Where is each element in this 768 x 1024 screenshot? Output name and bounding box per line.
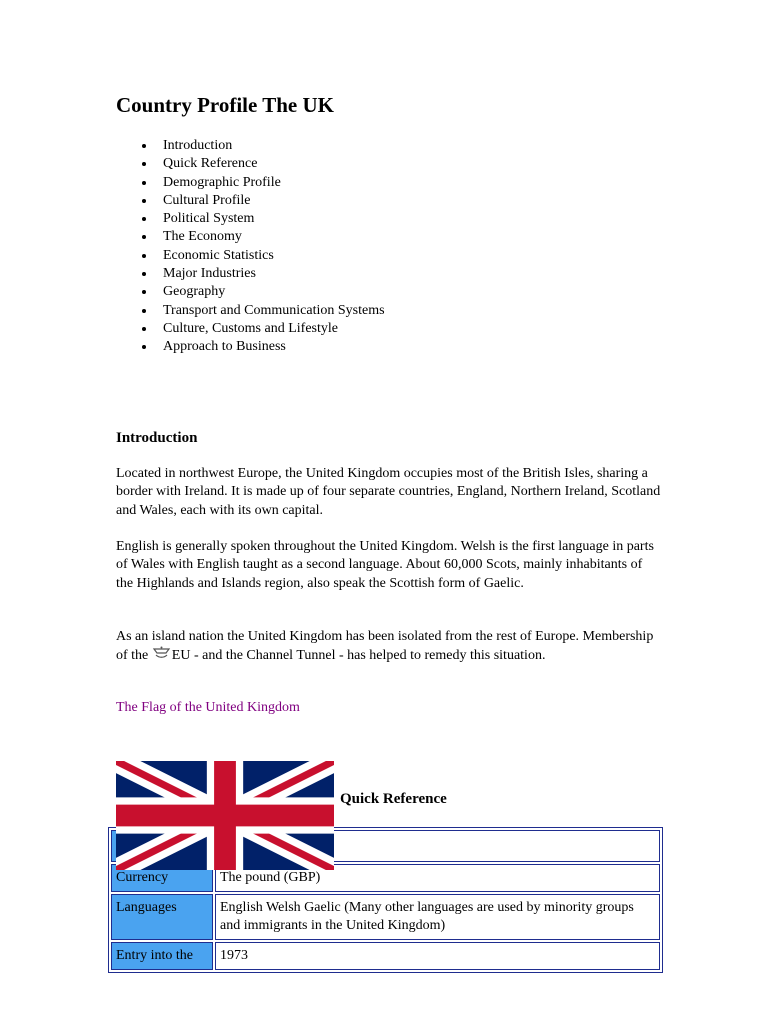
page-title: Country Profile The UK [116, 93, 334, 117]
toc-item-the-economy[interactable]: The Economy [163, 228, 385, 246]
introduction-heading: Introduction [116, 430, 198, 446]
toc-item-geography[interactable]: Geography [163, 283, 385, 301]
table-key-cell: Entry into the [111, 942, 213, 970]
toc-item-demographic-profile[interactable]: Demographic Profile [163, 174, 385, 192]
toc-item-culture-customs[interactable]: Culture, Customs and Lifestyle [163, 320, 385, 338]
intro-paragraph-3-text: As an island nation the United Kingdom has been isolated from the rest of Europe. Membership of the [116, 629, 654, 664]
intro-paragraph-3-text-end: - and the Channel Tunnel - has helped to remedy this situation. [190, 648, 546, 664]
toc-item-approach-to-business[interactable]: Approach to Business [163, 338, 385, 356]
intro-paragraph-2: English is generally spoken throughout the United Kingdom. Welsh is the first language in parts of Wales with English taught as a second language. About 60,000 Scots, mainly inhabitants of the Highlands and Islands region, also speak the Scottish form of Gaelic. [116, 539, 654, 591]
table-key-cell: Languages [111, 894, 213, 940]
intro-paragraph-3 [116, 628, 661, 666]
quick-reference-heading: Quick Reference [340, 791, 447, 807]
eu-link[interactable]: EU [171, 648, 191, 664]
table-value-cell: English Welsh Gaelic (Many other languages are used by minority groups and immigrants in the United Kingdom) [215, 894, 660, 940]
table-value-cell: The pound (GBP) [215, 864, 660, 892]
toc-item-cultural-profile[interactable]: Cultural Profile [163, 192, 385, 210]
toc-item-political-system[interactable]: Political System [163, 210, 385, 228]
toc-item-introduction[interactable]: Introduction [163, 137, 385, 155]
table-value-cell: 1973 [215, 942, 660, 970]
intro-paragraph-1: Located in northwest Europe, the United Kingdom occupies most of the British Isles, sharing a border with Ireland. It is made up of four separate countries, England, Northern Ireland, Scotland and Wales, each with its own capital. [116, 466, 661, 518]
flag-link[interactable]: The Flag of the United Kingdom [116, 700, 300, 715]
table-of-contents [116, 137, 385, 357]
eu-link-icon[interactable] [152, 646, 172, 660]
toc-item-quick-reference[interactable]: Quick Reference [163, 155, 385, 173]
union-jack-flag-icon [116, 761, 334, 870]
toc-item-transport[interactable]: Transport and Communication Systems [163, 302, 385, 320]
table-key-cell: Currency [111, 864, 213, 892]
toc-item-major-industries[interactable]: Major Industries [163, 265, 385, 283]
table-row [111, 894, 660, 940]
table-row [111, 942, 660, 970]
toc-item-economic-statistics[interactable]: Economic Statistics [163, 247, 385, 265]
